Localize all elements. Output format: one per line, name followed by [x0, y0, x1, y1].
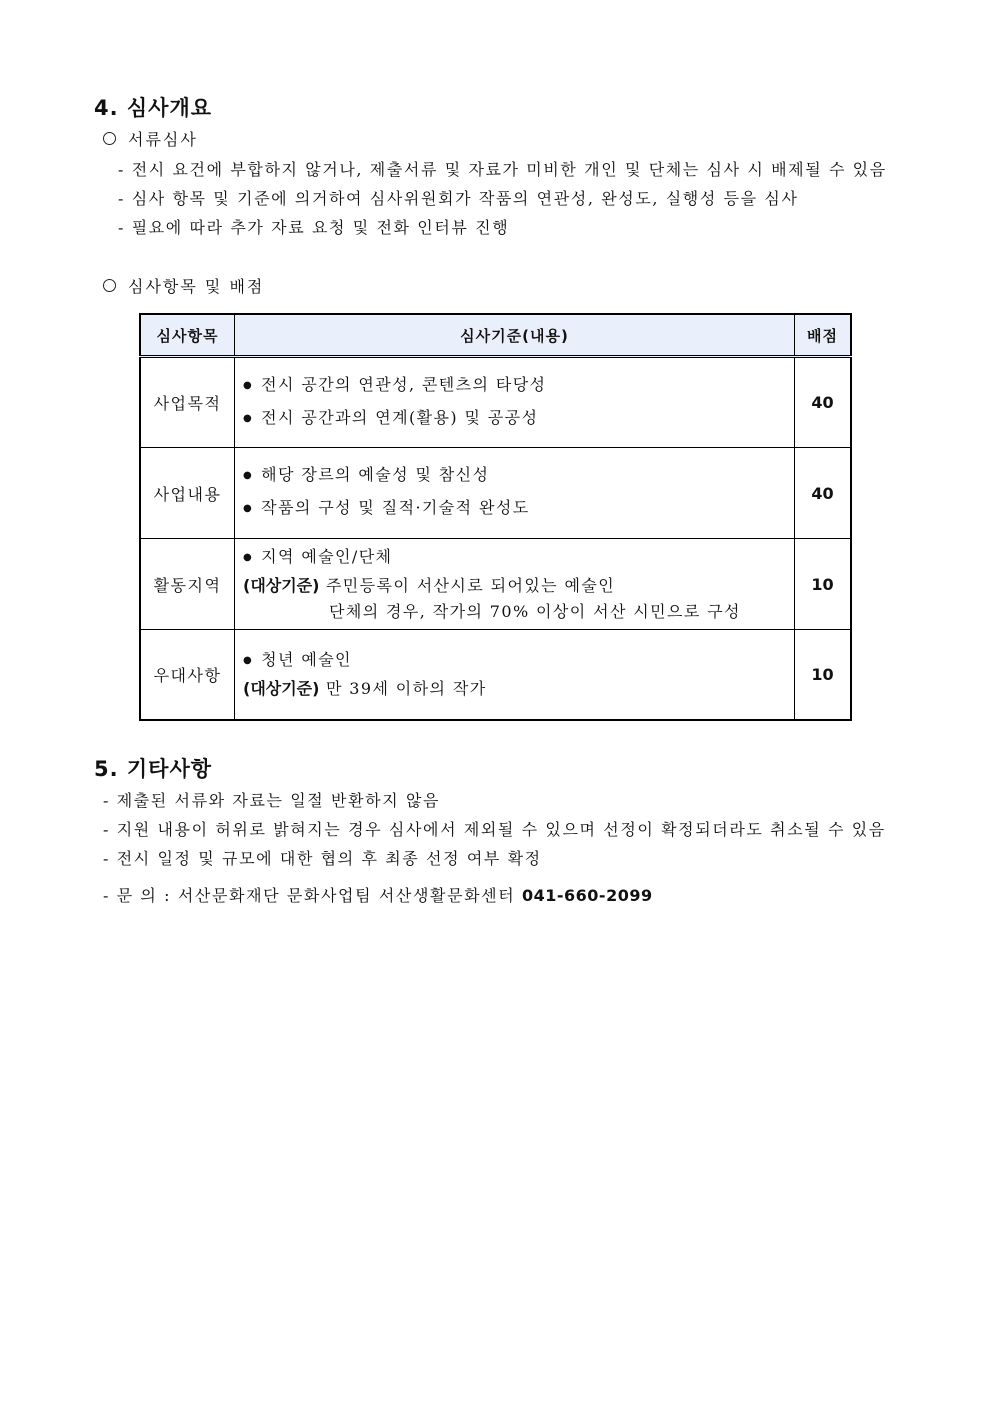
etc-item-2: - 지원 내용이 허위로 밝혀지는 경우 심사에서 제외될 수 있으며 선정이 확정되더라도 취소될 수 있음: [103, 820, 886, 839]
criteria-bullet: ● 지역 예술인/단체: [243, 544, 794, 573]
criteria-bullet: ● 전시 공간과의 연계(활용) 및 공공성: [243, 405, 794, 434]
table-header-row: [140, 314, 851, 357]
row-criteria: [235, 539, 795, 630]
row-item: 활동지역: [140, 539, 235, 630]
row-score: 10: [795, 630, 852, 721]
row-criteria: [235, 448, 795, 539]
criteria-title: 심사항목 및 배점: [128, 277, 265, 296]
row-score: 40: [795, 448, 852, 539]
target-extra-line: 단체의 경우, 작가의 70% 이상이 서산 시민으로 구성: [329, 601, 741, 621]
table-row: [140, 357, 851, 448]
target-text: 주민등록이 서산시로 되어있는 예술인: [319, 575, 616, 595]
header-score: 배점: [795, 314, 852, 357]
header-criteria: 심사기준(내용): [235, 314, 795, 357]
row-criteria: [235, 357, 795, 448]
doc-review-item-3: - 필요에 따라 추가 자료 요청 및 전화 인터뷰 진행: [118, 218, 510, 237]
doc-review-heading: [103, 127, 198, 150]
doc-review-title: 서류심사: [128, 130, 198, 149]
contact-prefix: - 문 의 : 서산문화재단 문화사업팀 서산생활문화센터: [103, 886, 522, 905]
table-row: [140, 630, 851, 721]
doc-review-item-1: - 전시 요건에 부합하지 않거나, 제출서류 및 자료가 미비한 개인 및 단체는 심사 시 배제될 수 있음: [118, 160, 887, 179]
contact-line: [103, 883, 653, 906]
row-criteria: [235, 630, 795, 721]
criteria-table: [139, 313, 852, 721]
row-item: 우대사항: [140, 630, 235, 721]
row-score: 10: [795, 539, 852, 630]
row-item: 사업목적: [140, 357, 235, 448]
circle-bullet-icon: [103, 279, 116, 292]
doc-review-item-2: - 심사 항목 및 기준에 의거하여 심사위원회가 작품의 연관성, 완성도, 실행성 등을 심사: [118, 189, 799, 208]
section-5-title: 5. 기타사항: [94, 757, 213, 781]
criteria-bullet: ● 전시 공간의 연관성, 콘텐츠의 타당성: [243, 372, 794, 401]
section-4-title: 4. 심사개요: [94, 96, 213, 120]
criteria-bullet: ● 작품의 구성 및 질적·기술적 완성도: [243, 495, 794, 524]
target-criteria-line: [243, 676, 794, 702]
etc-item-3: - 전시 일정 및 규모에 대한 협의 후 최종 선정 여부 확정: [103, 849, 542, 868]
contact-phone: 041-660-2099: [521, 886, 653, 905]
target-label: (대상기준): [243, 575, 320, 595]
target-text: 만 39세 이하의 작가: [319, 679, 487, 698]
criteria-bullet: ● 해당 장르의 예술성 및 참신성: [243, 462, 794, 491]
header-item: 심사항목: [140, 314, 235, 357]
circle-bullet-icon: [103, 132, 116, 145]
table-row: [140, 448, 851, 539]
criteria-bullet: ● 청년 예술인: [243, 647, 794, 676]
target-label: (대상기준): [243, 679, 320, 698]
criteria-heading: [103, 274, 264, 297]
etc-item-1: - 제출된 서류와 자료는 일절 반환하지 않음: [103, 791, 441, 810]
table-row: [140, 539, 851, 630]
row-score: 40: [795, 357, 852, 448]
row-item: 사업내용: [140, 448, 235, 539]
target-criteria-line: [243, 573, 794, 599]
